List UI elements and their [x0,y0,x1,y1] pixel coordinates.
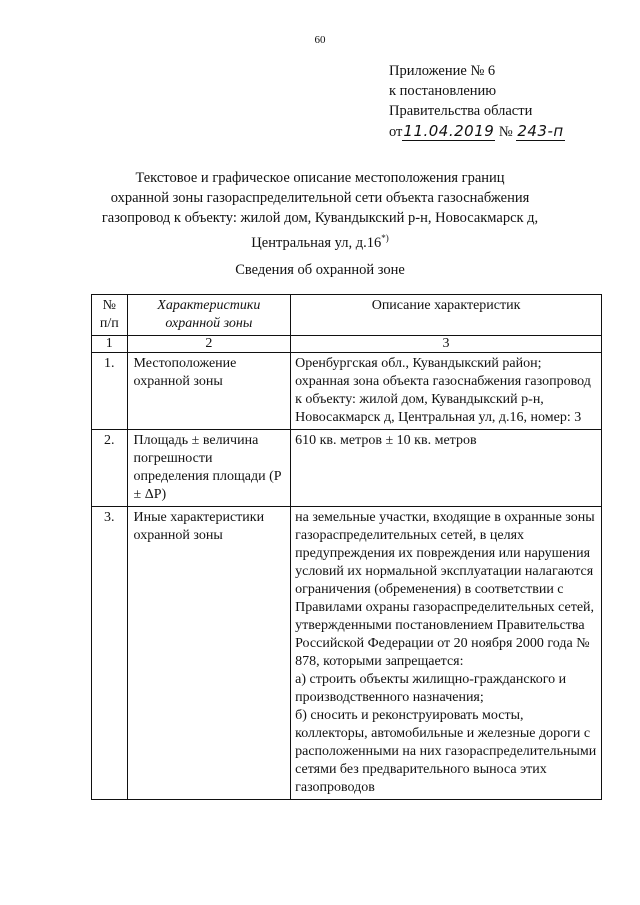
header-characteristics: Характеристики охранной зоны [127,295,291,336]
row-characteristic: Местоположение охранной зоны [127,353,291,430]
protection-zone-table [91,294,602,800]
column-number-1: 1 [92,336,128,353]
table-row [92,507,602,800]
row-number: 3. [92,507,128,800]
table-row [92,430,602,507]
title-line-3: газопровод к объекту: жилой дом, Кувандыкский р-н, Новосакмарск д, [101,210,539,226]
row-description: на земельные участки, входящие в охранные зоны газораспределительных сетей, в целях предупреждения их повреждения или нарушения условий их нормальной эксплуатации налагаются ограничения (обременения) в соответствии с Правилами охраны газораспределительных сетей, утвержденными постановлением Правительства Российской Федерации от 20 ноября 2000 года № 878, которыми запрещается: а) строить объекты жилищно-гражданского и производственного назначения; б) сносить и реконструировать мосты, коллекторы, автомобильные и железные дороги с расположенными на них газораспределительными сетями без предварительного выноса этих газопроводов [291,507,602,800]
appendix-government-label: Правительства области [389,103,533,119]
table-header-row [92,295,602,336]
row-number: 1. [92,353,128,430]
row-number: 2. [92,430,128,507]
column-number-3: 3 [291,336,602,353]
title-line-2: охранной зоны газораспределительной сети объекта газоснабжения [110,190,530,206]
row-characteristic: Иные характеристики охранной зоны [127,507,291,800]
footnote-mark: *) [381,233,389,243]
appendix-title: Приложение № 6 [389,63,496,79]
column-number-2: 2 [127,336,291,353]
appendix-header [389,61,565,142]
handwritten-date: 11.04.2019 [403,122,495,140]
header-description: Описание характеристик [291,295,602,336]
title-line-4-text: Центральная ул, д.16 [251,234,382,251]
number-sign: № [498,124,513,140]
header-number: № п/п [92,295,128,336]
row-characteristic: Площадь ± величина погрешности определения площади (P ± ΔP) [127,430,291,507]
appendix-resolution-label: к постановлению [389,83,497,99]
appendix-date-line [389,121,565,142]
date-prefix: от [389,124,403,140]
table-row [92,353,602,430]
handwritten-number: 243-п [517,122,564,140]
title-line-1: Текстовое и графическое описание местоположения границ [135,170,505,186]
title-line-4 [80,228,560,253]
row-description: Оренбургская обл., Кувандыкский район; охранная зона объекта газоснабжения газопровод к объекту: жилой дом, Кувандыкский р-н, Новосакмарск д, Центральная ул, д.16, номер: 3 [291,353,602,430]
section-subtitle: Сведения об охранной зоне [235,262,405,278]
page-number: 60 [314,34,326,46]
document-title [80,168,560,253]
row-description: 610 кв. метров ± 10 кв. метров [291,430,602,507]
table-column-numbers-row [92,336,602,353]
